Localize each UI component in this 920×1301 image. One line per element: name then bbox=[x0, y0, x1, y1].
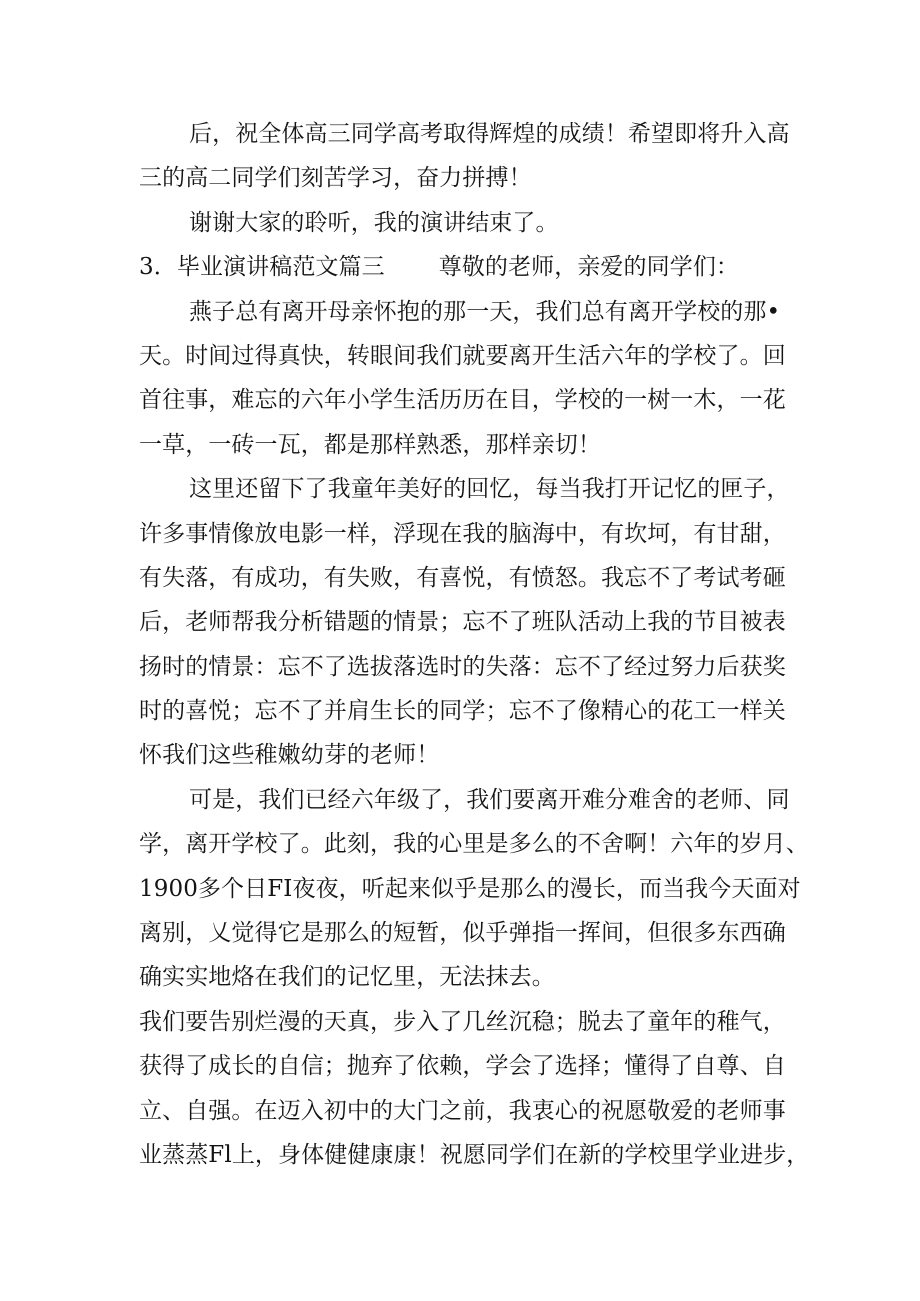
text-line: 天。时间过得真快，转眼间我们就要离开生活六年的学校了。回 bbox=[139, 342, 786, 369]
text-line: 时的喜悦；忘不了并肩生长的同学；忘不了像精心的花工一样关 bbox=[139, 698, 786, 725]
text-line: 立、自强。在迈入初中的大门之前，我衷心的祝愿敬爱的老师事 bbox=[139, 1097, 786, 1124]
text-line: 业蒸蒸Fl上，身体健健康康！祝愿同学们在新的学校里学业进步， bbox=[139, 1141, 810, 1168]
text-line: 获得了成长的自信；抛弃了依赖，学会了选择；懂得了自尊、自 bbox=[139, 1053, 786, 1080]
text-line: 学，离开学校了。此刻，我的心里是多么的不舍啊！六年的岁月、 bbox=[139, 831, 809, 858]
document-body bbox=[139, 112, 810, 1177]
salutation: 尊敬的老师，亲爱的同学们： bbox=[438, 254, 740, 281]
text-line: 确实实地烙在我们的记忆里，无法抹去。 bbox=[139, 964, 555, 991]
text-line: 许多事情像放电影一样，浮现在我的脑海中，有坎坷，有甘甜， bbox=[139, 520, 786, 547]
text-line: 可是，我们已经六年级了，我们要离开难分难舍的老师、同 bbox=[189, 786, 790, 813]
text-line: 三的高二同学们刻苦学习，奋力拼搏！ bbox=[139, 165, 532, 192]
section-heading-line bbox=[139, 245, 789, 289]
text-line: 有失落，有成功，有失败，有喜悦，有愤怒。我忘不了考试考砸 bbox=[139, 564, 786, 591]
text-line: 一草，一砖一瓦，都是那样熟悉，那样亲切！ bbox=[139, 431, 601, 458]
text-line: 这里还留下了我童年美好的回忆，每当我打开记忆的匣子， bbox=[189, 476, 790, 503]
text-line: 怀我们这些稚嫩幼芽的老师！ bbox=[139, 742, 440, 769]
text-line: 1900多个日FI夜夜，听起来似乎是那么的漫长，而当我今天面对 bbox=[139, 875, 801, 902]
text-line: 燕子总有离开母亲怀抱的那一天，我们总有离开学校的那• bbox=[189, 298, 781, 325]
section-heading: 3．毕业演讲稿范文篇三 bbox=[139, 254, 385, 281]
text-line: 我们要告别烂漫的天真，步入了几丝沉稳；脱去了童年的稚气， bbox=[139, 1008, 786, 1035]
text-line: 谢谢大家的聆听，我的演讲结束了。 bbox=[189, 209, 559, 236]
text-line: 离别，乂觉得它是那么的短暂，似乎弹指一挥间，但很多东西确 bbox=[139, 920, 786, 947]
text-line: 后，祝全体高三同学高考取得辉煌的成绩！希望即将升入高 bbox=[189, 121, 790, 147]
text-line: 首往事，难忘的六年小学生活历历在目，学校的一树一木，一花 bbox=[139, 387, 786, 414]
text-line: 后，老师帮我分析错题的情景；忘不了班队活动上我的节目被表 bbox=[139, 609, 786, 636]
text-line: 扬时的情景：忘不了选拔落选时的失落：忘不了经过努力后获奖 bbox=[139, 653, 786, 680]
